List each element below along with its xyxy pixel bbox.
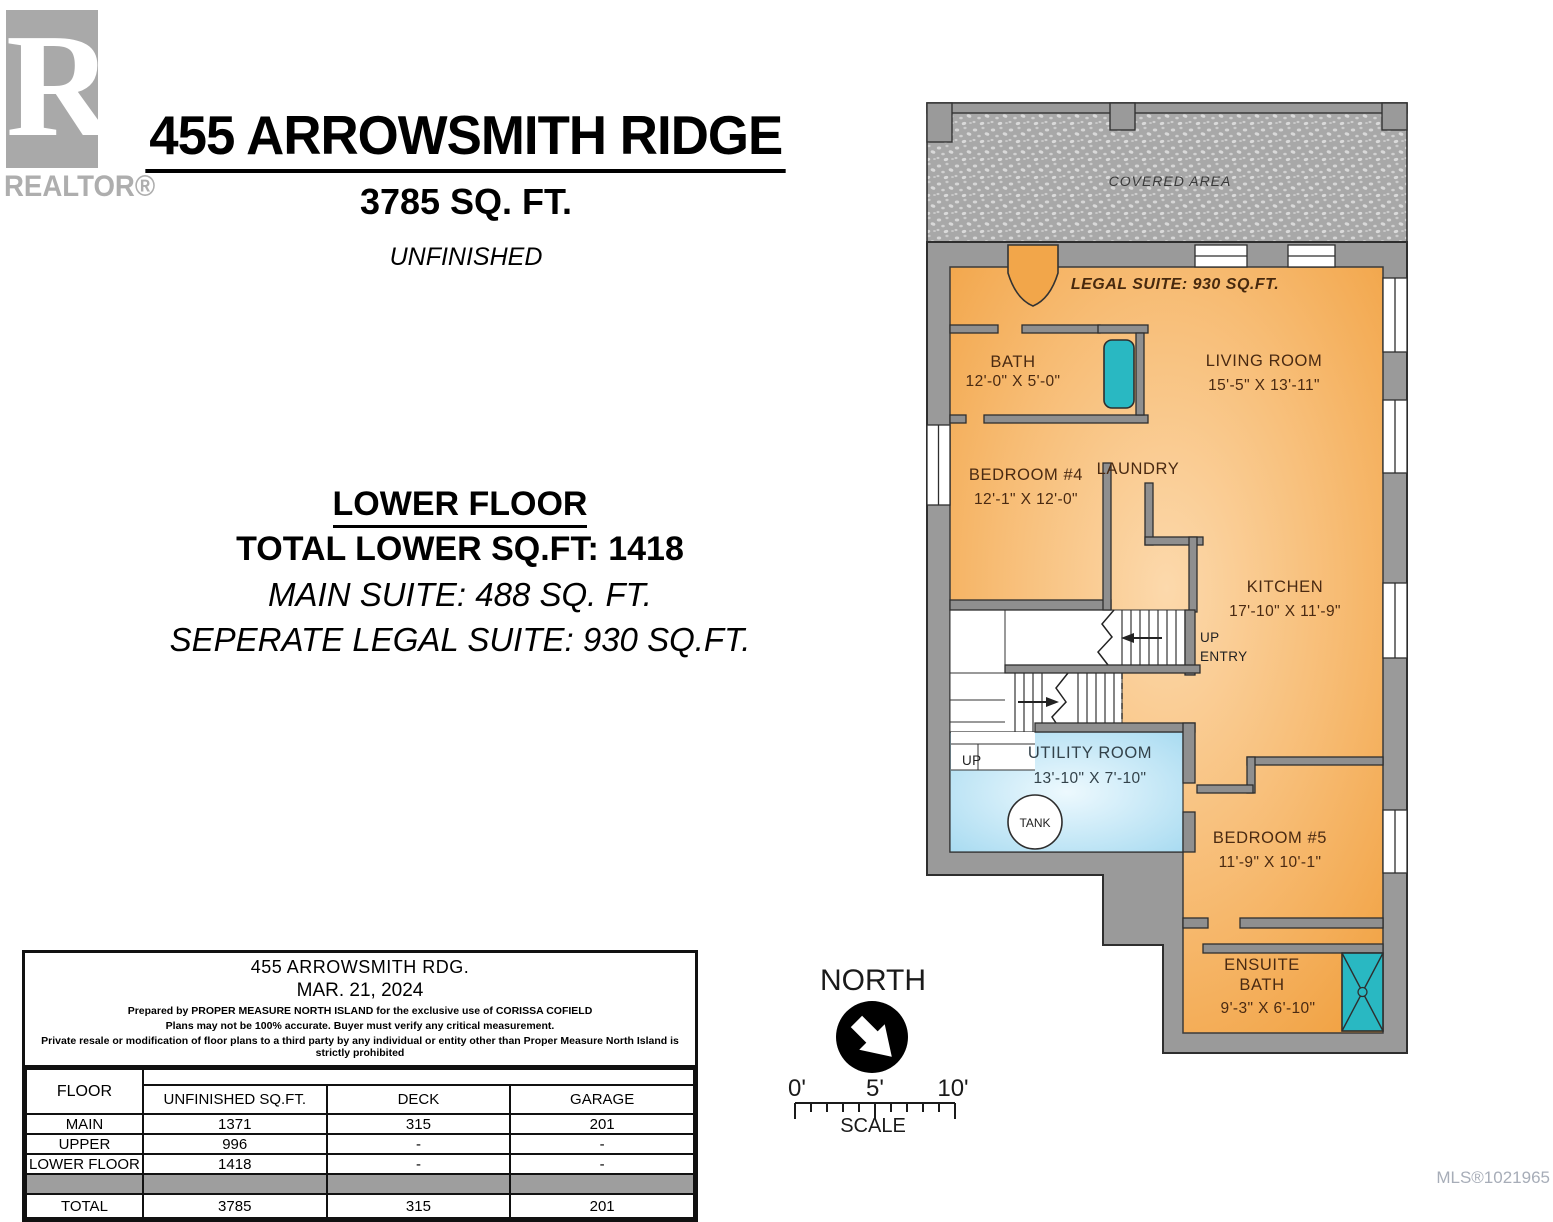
row-upper-floor: UPPER	[26, 1134, 143, 1154]
col-garage: GARAGE	[510, 1085, 694, 1114]
north-label: NORTH	[819, 964, 927, 997]
total-deck: 315	[327, 1194, 511, 1218]
col-sqft: UNFINISHED SQ.FT.	[143, 1085, 327, 1114]
total-sqft: 3785 SQ. FT.	[359, 181, 573, 222]
room-ensuite-name-2: BATH	[1239, 976, 1285, 994]
shower-icon	[1342, 953, 1383, 1031]
up-entry-label-2: ENTRY	[1200, 649, 1248, 664]
info-table	[22, 950, 698, 1222]
room-living-name: LIVING ROOM	[1205, 352, 1323, 370]
table-total-row	[26, 1194, 694, 1218]
covered-area-top-wall	[927, 103, 1407, 113]
row-lower-garage: -	[510, 1154, 694, 1174]
room-kitchen-name: KITCHEN	[1246, 578, 1324, 596]
room-bedroom5-name: BEDROOM #5	[1212, 829, 1328, 847]
room-ensuite-dims: 9'-3" X 6'-10"	[1220, 1000, 1316, 1017]
total-garage: 201	[510, 1194, 694, 1218]
realtor-logo-letter: R	[6, 4, 113, 168]
info-table-header	[25, 953, 695, 1068]
pillar	[927, 103, 952, 142]
col-deck: DECK	[327, 1085, 511, 1114]
up-label: UP	[962, 753, 982, 768]
area-table	[25, 1068, 695, 1219]
scale-tick-0: 0'	[788, 1075, 806, 1102]
scale-tick-5: 5'	[866, 1075, 884, 1102]
room-bedroom4-name: BEDROOM #4	[968, 466, 1084, 484]
room-laundry-name: LAUNDRY	[1096, 460, 1180, 478]
col-floor: FLOOR	[26, 1069, 143, 1114]
row-lower-floor: LOWER FLOOR	[26, 1154, 143, 1174]
row-main-garage: 201	[510, 1114, 694, 1134]
page-title: 455 ARROWSMITH RIDGE	[146, 108, 787, 173]
room-utility-dims: 13'-10" X 7'-10"	[1033, 770, 1147, 787]
room-ensuite-name-1: ENSUITE	[1224, 956, 1300, 974]
legal-suite-label: LEGAL SUITE: 930 SQ.FT.	[1070, 276, 1280, 293]
lower-total-line: TOTAL LOWER SQ.FT: 1418	[236, 530, 684, 568]
pillar	[1110, 103, 1135, 130]
row-lower-deck: -	[327, 1154, 511, 1174]
row-upper-garage: -	[510, 1134, 694, 1154]
strip-cell	[143, 1069, 694, 1085]
title-block	[75, 104, 857, 272]
row-main-sqft: 1371	[143, 1114, 327, 1134]
row-upper-deck: -	[327, 1134, 511, 1154]
disclaimer-2: Plans may not be 100% accurate. Buyer must verify any critical measurement.	[165, 1020, 555, 1032]
disclaimer-1: Prepared by PROPER MEASURE NORTH ISLAND for the exclusive use of CORISSA COFIELD	[127, 1005, 593, 1017]
floor-plan	[920, 95, 1415, 1105]
tank-icon	[1008, 795, 1062, 849]
room-living-dims: 15'-5" X 13'-11"	[1208, 377, 1320, 394]
scale-tick-10: 10'	[937, 1075, 969, 1102]
total-sqft-cell: 3785	[143, 1194, 327, 1218]
room-kitchen-dims: 17'-10" X 11'-9"	[1229, 603, 1341, 620]
room-bedroom4-dims: 12'-1" X 12'-0"	[974, 491, 1078, 508]
tank-label: TANK	[1019, 816, 1051, 830]
row-main-deck: 315	[327, 1114, 511, 1134]
floor-title: LOWER FLOOR	[60, 482, 860, 527]
table-row	[26, 1154, 694, 1174]
table-date: MAR. 21, 2024	[296, 980, 424, 1001]
main-suite-line: MAIN SUITE: 488 SQ. FT.	[268, 576, 652, 613]
table-address: 455 ARROWSMITH RDG.	[250, 957, 470, 977]
covered-area-label: COVERED AREA	[1108, 173, 1232, 189]
up-entry-label-1: UP	[1200, 630, 1220, 645]
row-lower-sqft: 1418	[143, 1154, 327, 1174]
bathtub-icon	[1104, 340, 1134, 408]
table-strip-row	[26, 1069, 694, 1085]
table-row	[26, 1134, 694, 1154]
pillar	[1382, 103, 1407, 130]
total-floor: TOTAL	[26, 1194, 143, 1218]
disclaimer-3: Private resale or modification of floor plans to a third party by any individual or entity other than Proper Measure North Island is strictly prohibited	[41, 1035, 679, 1059]
room-bath-name: BATH	[990, 353, 1036, 371]
row-main-floor: MAIN	[26, 1114, 143, 1134]
summary-block	[60, 482, 860, 662]
room-bath-dims: 12'-0" X 5'-0"	[965, 373, 1061, 390]
room-utility-name: UTILITY ROOM	[1027, 744, 1153, 762]
table-separator-row	[26, 1174, 694, 1194]
legal-suite-line: SEPERATE LEGAL SUITE: 930 SQ.FT.	[169, 621, 751, 658]
row-upper-sqft: 996	[143, 1134, 327, 1154]
realtor-wordmark: REALTOR®	[4, 170, 156, 203]
mls-number: MLS®1021965	[1436, 1168, 1550, 1187]
room-bedroom5-dims: 11'-9" X 10'-1"	[1218, 854, 1322, 871]
table-row	[26, 1114, 694, 1134]
scale-label: SCALE	[840, 1115, 906, 1137]
status-unfinished: UNFINISHED	[389, 243, 543, 271]
